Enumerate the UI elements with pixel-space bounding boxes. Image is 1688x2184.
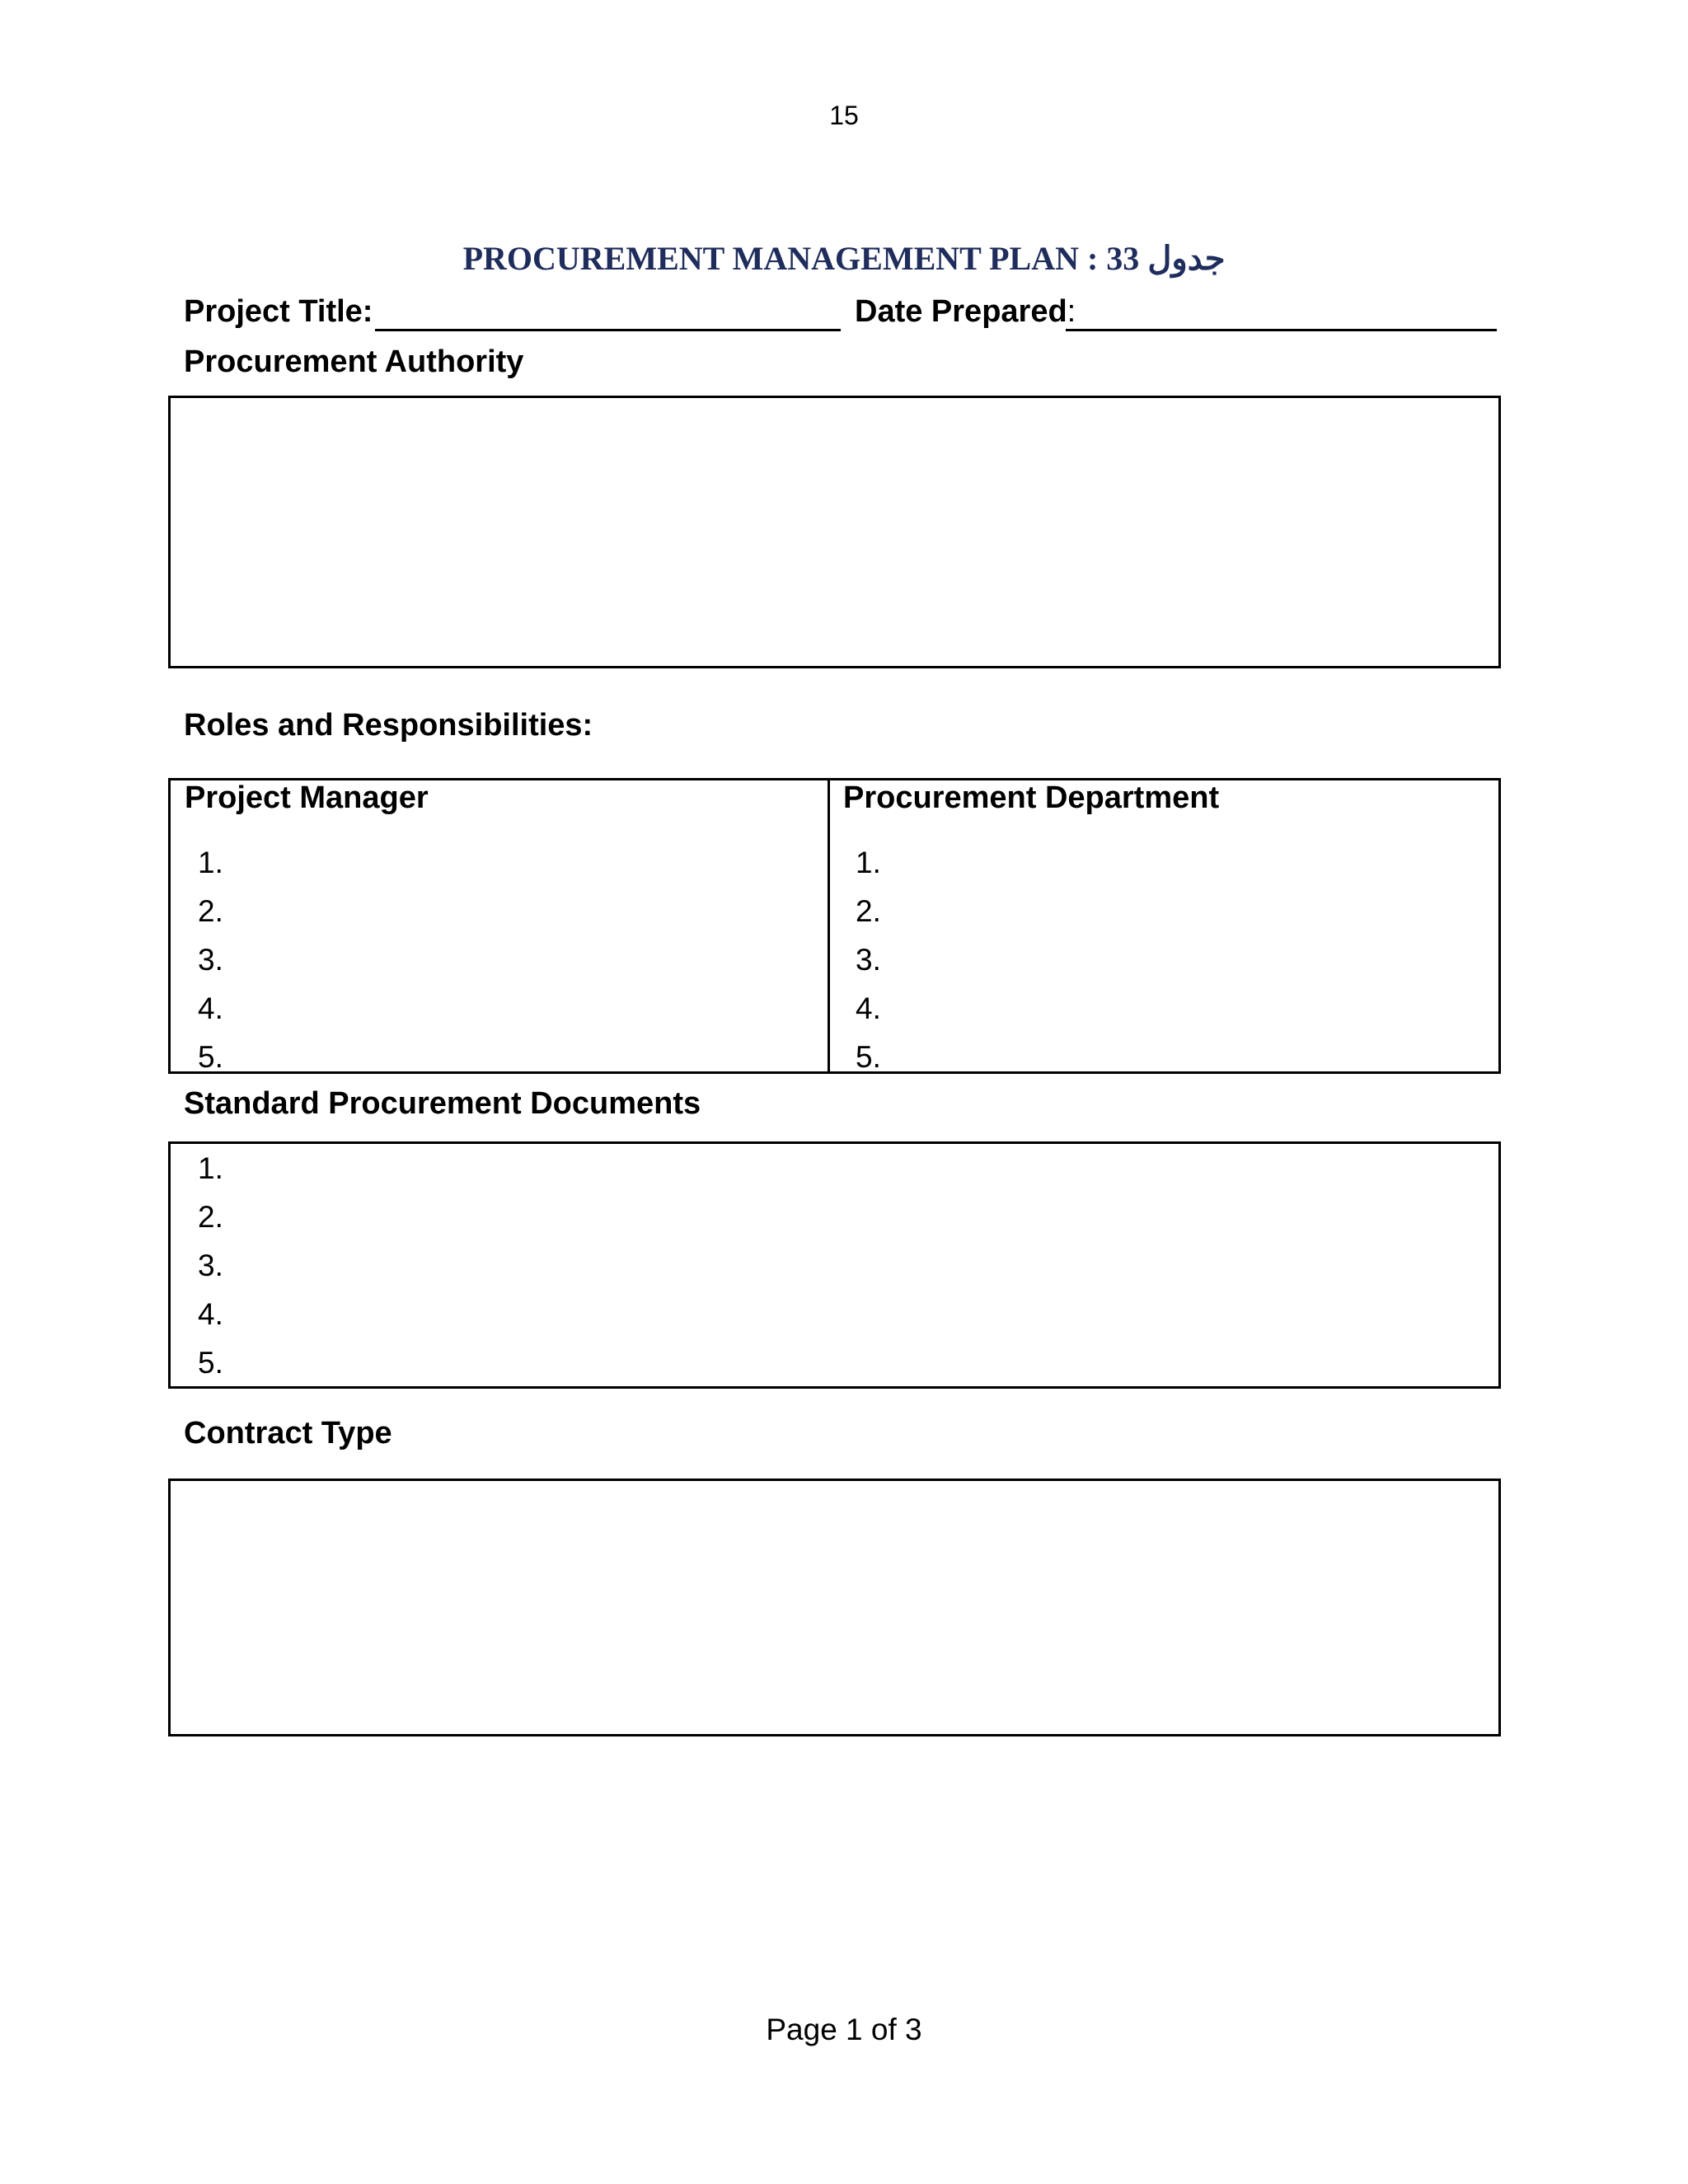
list-item: 3. bbox=[856, 943, 881, 977]
date-prepared-label: Date Prepared: bbox=[855, 294, 1076, 329]
list-item: 2. bbox=[198, 1200, 223, 1234]
list-item: 4. bbox=[198, 1297, 223, 1331]
list-item: 1. bbox=[198, 846, 223, 879]
standard-docs-list bbox=[198, 1144, 223, 1387]
page-number-top: 15 bbox=[829, 101, 859, 130]
contract-type-box[interactable] bbox=[168, 1479, 1501, 1736]
list-item: 4. bbox=[198, 991, 223, 1025]
list-item: 5. bbox=[198, 1040, 223, 1074]
roles-table-divider bbox=[828, 780, 830, 1071]
roles-table bbox=[168, 778, 1501, 1074]
list-item: 1. bbox=[198, 1151, 223, 1185]
list-item: 5. bbox=[856, 1040, 881, 1074]
procurement-department-header: Procurement Department bbox=[843, 780, 1220, 815]
list-item: 3. bbox=[198, 943, 223, 977]
project-title-label: Project Title: bbox=[184, 294, 373, 329]
page-footer: Page 1 of 3 bbox=[766, 2013, 922, 2046]
standard-docs-box[interactable] bbox=[168, 1141, 1501, 1389]
roles-heading: Roles and Responsibilities: bbox=[184, 708, 593, 743]
standard-docs-heading: Standard Procurement Documents bbox=[184, 1086, 701, 1121]
project-manager-list[interactable] bbox=[198, 838, 223, 1081]
list-item: 4. bbox=[856, 991, 881, 1025]
list-item: 3. bbox=[198, 1249, 223, 1282]
list-item: 2. bbox=[856, 894, 881, 928]
document-title: PROCUREMENT MANAGEMENT PLAN : 33 جدول bbox=[462, 240, 1226, 277]
list-item: 5. bbox=[198, 1346, 223, 1380]
contract-type-heading: Contract Type bbox=[184, 1416, 392, 1451]
procurement-department-list[interactable] bbox=[856, 838, 881, 1081]
project-title-field[interactable] bbox=[375, 329, 841, 331]
project-manager-header: Project Manager bbox=[185, 780, 429, 815]
list-item: 2. bbox=[198, 894, 223, 928]
procurement-authority-heading: Procurement Authority bbox=[184, 344, 524, 379]
procurement-authority-box[interactable] bbox=[168, 396, 1501, 668]
date-prepared-field[interactable] bbox=[1066, 329, 1497, 331]
list-item: 1. bbox=[856, 846, 881, 879]
